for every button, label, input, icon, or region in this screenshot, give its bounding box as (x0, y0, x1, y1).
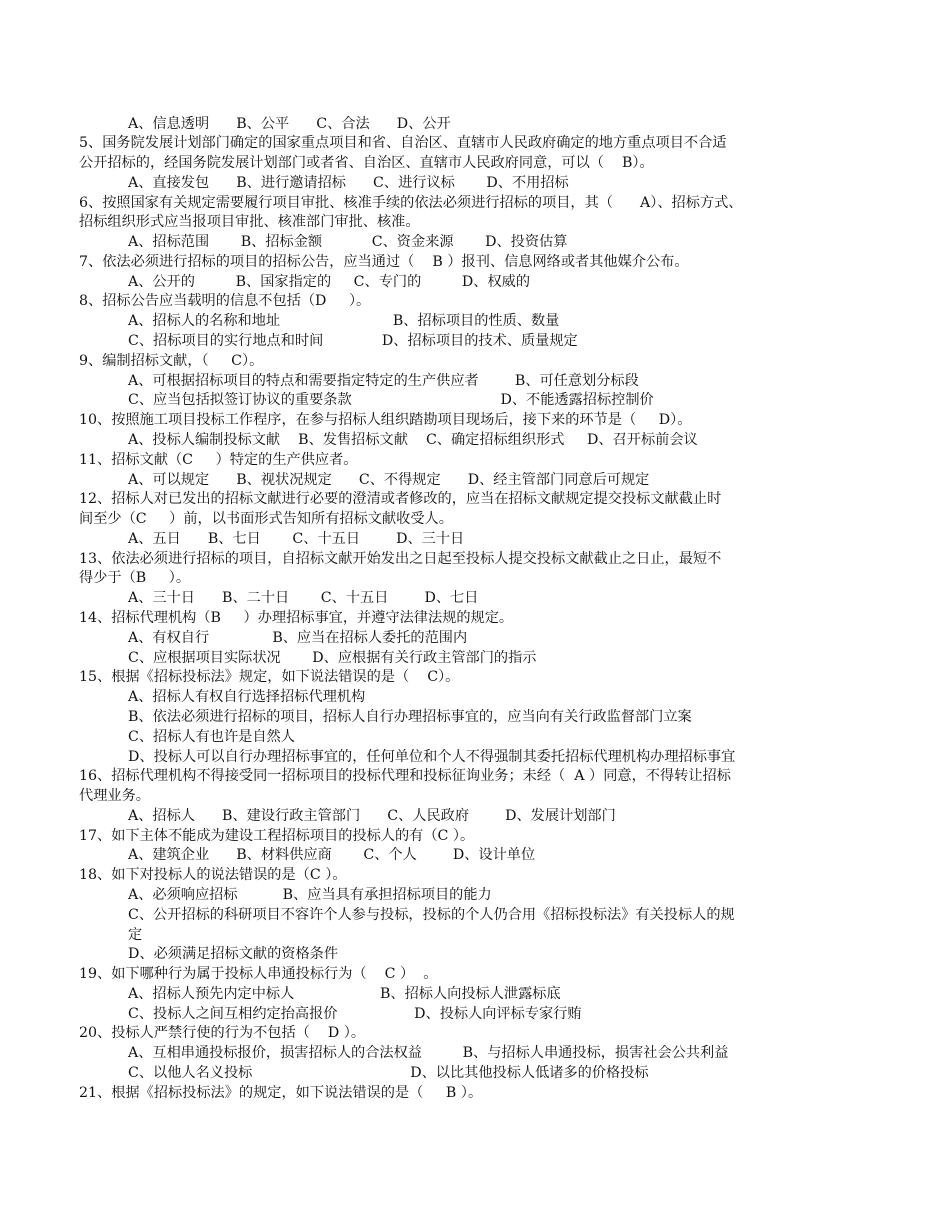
option-line: C、招标项目的实行地点和时间 D、招标项目的技术、质量规定 (128, 333, 578, 349)
question-line: 公开招标的，经国务院发展计划部门或者省、自治区、直辖市人民政府同意，可以（ B）。 (79, 155, 654, 171)
question-line: 招标组织形式应当报项目审批、核准部门审批、核准。 (79, 214, 420, 230)
question-line: 9、编制招标文献，（ C）。 (79, 353, 264, 369)
option-line: A、招标人预先内定中标人 B、招标人向投标人泄露标底 (128, 986, 561, 1002)
option-line: A、有权自行 B、应当在招标人委托的范围内 (128, 630, 468, 646)
option-line: A、三十日 B、二十日 C、十五日 D、七日 (128, 590, 479, 606)
option-line: A、建筑企业 B、材料供应商 C、个人 D、设计单位 (128, 847, 536, 863)
option-line: A、招标人有权自行选择招标代理机构 (128, 689, 366, 705)
question-line: 得少于（B ）。 (79, 570, 191, 586)
question-line: 7、依法必须进行招标的项目的招标公告，应当通过（ B ）报刊、信息网络或者其他媒介公布。 (79, 254, 689, 270)
question-line: 5、国务院发展计划部门确定的国家重点项目和省、自治区、直辖市人民政府确定的地方重点项目不合适 (79, 135, 727, 151)
option-line: A、招标人 B、建设行政主管部门 C、人民政府 D、发展计划部门 (128, 808, 616, 824)
question-line: 16、招标代理机构不得接受同一招标项目的投标代理和投标征询业务；未经（ A ）同意，不得转让招标 (79, 768, 731, 784)
question-line: 13、依法必须进行招标的项目，自招标文献开始发出之日起至投标人提交投标文献截止之日止，最短不 (79, 551, 722, 567)
option-line: D、必须满足招标文献的资格条件 (128, 946, 339, 962)
option-line: A、五日 B、七日 C、十五日 D、三十日 (128, 531, 465, 547)
question-line: 17、如下主体不能成为建设工程招标项目的投标人的有（C ）。 (79, 828, 475, 844)
question-line: 18、如下对投标人的说法错误的是（C ）。 (79, 867, 347, 883)
question-line: 20、投标人严禁行使的行为不包括（ D ）。 (79, 1025, 366, 1041)
option-line: C、公开招标的科研项目不容许个人参与投标，投标的个人仍合用《招标投标法》有关投标人的规 (128, 907, 735, 923)
option-line: C、投标人之间互相约定抬高报价 D、投标人向评标专家行贿 (128, 1006, 582, 1022)
option-line: A、直接发包 B、进行邀请招标 C、进行议标 D、不用招标 (128, 175, 569, 191)
question-line: 15、根据《招标投标法》规定，如下说法错误的是（ C）。 (79, 669, 460, 685)
option-line: C、应根据项目实际状况 D、应根据有关行政主管部门的指示 (128, 650, 537, 666)
option-line: A、公开的 B、国家指定的 C、专门的 D、权威的 (128, 274, 531, 290)
question-line: 10、按照施工项目投标工作程序，在参与招标人组织踏勘项目现场后，接下来的环节是（ D）。 (79, 412, 692, 428)
option-line: 定 (128, 927, 143, 943)
option-line: C、以他人名义投标 D、以比其他投标人低诸多的价格投标 (128, 1065, 649, 1081)
option-line: A、必须响应招标 B、应当具有承担招标项目的能力 (128, 887, 492, 903)
option-line: A、互相串通投标报价，损害招标人的合法权益 B、与招标人串通投标，损害社会公共利益 (128, 1045, 729, 1061)
question-line: 14、招标代理机构（B ）办理招标事宜，并遵守法律法规的规定。 (79, 610, 514, 626)
option-line: A、信息透明 B、公平 C、合法 D、公开 (128, 116, 451, 132)
option-line: A、可根据招标项目的特点和需要指定特定的生产供应者 B、可任意划分标段 (128, 373, 639, 389)
question-line: 21、根据《招标投标法》的规定，如下说法错误的是（ B ）。 (79, 1085, 483, 1101)
question-line: 19、如下哪种行为属于投标人串通投标行为（ C ） 。 (79, 966, 438, 982)
option-line: B、依法必须进行招标的项目，招标人自行办理招标事宜的，应当向有关行政监督部门立案 (128, 709, 692, 725)
question-line: 代理业务。 (79, 788, 150, 804)
option-line: D、投标人可以自行办理招标事宜的，任何单位和个人不得强制其委托招标代理机构办理招标事宜 (128, 749, 736, 765)
question-line: 6、按照国家有关规定需要履行项目审批、核准手续的依法必须进行招标的项目，其（ A）、招标方式、 (79, 195, 743, 211)
option-line: A、招标范围 B、招标金额 C、资金来源 D、投资估算 (128, 234, 568, 250)
option-line: A、可以规定 B、视状况规定 C、不得规定 D、经主管部门同意后可规定 (128, 472, 650, 488)
question-line: 间至少（C ）前，以书面形式告知所有招标文献收受人。 (79, 511, 453, 527)
question-line: 12、招标人对已发出的招标文献进行必要的澄清或者修改的，应当在招标文献规定提交投标文献截止时 (79, 491, 722, 507)
option-line: C、招标人有也许是自然人 (128, 729, 295, 745)
question-line: 11、招标文献（C ）特定的生产供应者。 (79, 452, 358, 468)
option-line: A、投标人编制投标文献 B、发售招标文献 C、确定招标组织形式 D、召开标前会议 (128, 432, 698, 448)
option-line: A、招标人的名称和地址 B、招标项目的性质、数量 (128, 313, 560, 329)
option-line: C、应当包括拟签订协议的重要条款 D、不能透露招标控制价 (128, 392, 654, 408)
question-line: 8、招标公告应当载明的信息不包括（D ）。 (79, 293, 371, 309)
